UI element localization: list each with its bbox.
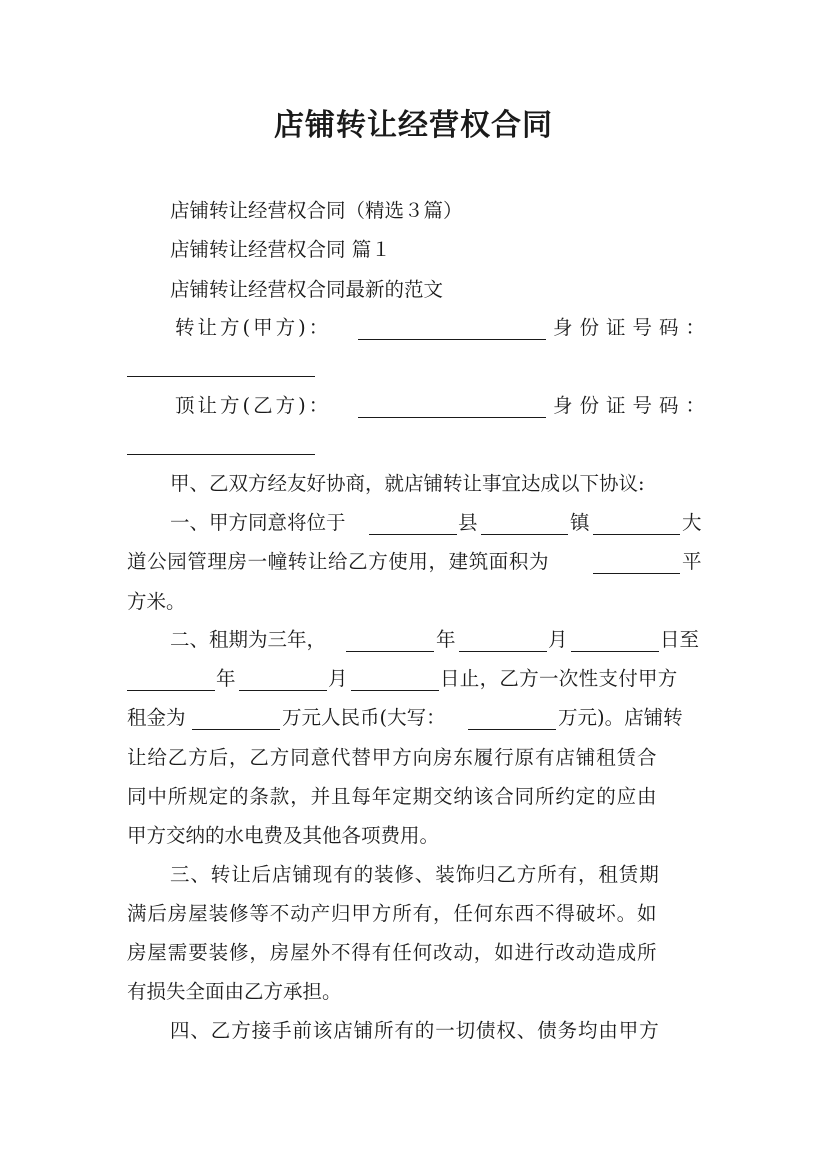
clause1-line2: 道公园管理房一幢转让给乙方使用，建筑面积为 (127, 550, 550, 573)
clause1-county: 县 (458, 511, 478, 534)
clause2-line4: 让给乙方后，乙方同意代替甲方向房东履行原有店铺租赁合 (127, 746, 658, 769)
clause4-line1: 四、乙方接手前该店铺所有的一切债权、债务均由甲方 (170, 1019, 660, 1042)
clause2-end-year: 年 (216, 667, 236, 690)
subtitle-part: 店铺转让经营权合同 篇１ (170, 238, 391, 261)
clause2-rent-mid: 万元人民币(大写： (282, 706, 446, 729)
clause2-end-year-blank (127, 672, 215, 691)
clause2-rent-capital-blank (468, 711, 556, 730)
clause1-town-blank (593, 516, 680, 535)
agreement-intro: 甲、乙双方经友好协商，就店铺转让事宜达成以下协议: (170, 472, 645, 495)
clause1-county-blank (481, 516, 568, 535)
clause2-end-month-blank (239, 672, 327, 691)
transferor-id-blank (127, 358, 315, 377)
clause2-month: 月 (548, 628, 568, 651)
clause2-line6: 甲方交纳的水电费及其他各项费用。 (127, 824, 440, 847)
clause1-town: 镇 (570, 511, 590, 534)
clause2-rent-suffix: 万元)。店铺转 (558, 706, 683, 729)
clause3-line3: 房屋需要装修，房屋外不得有任何改动，如进行改动造成所 (127, 941, 658, 964)
clause1-line3: 方米。 (127, 590, 186, 613)
clause3-line2: 满后房屋装修等不动产归甲方所有，任何东西不得破坏。如 (127, 902, 658, 925)
clause3-line1: 三、转让后店铺现有的装修、装饰归乙方所有，租赁期 (170, 863, 660, 886)
clause2-day-stop: 日止，乙方一次性支付甲方 (440, 667, 678, 690)
clause1-location-blank (369, 516, 457, 535)
subtitle-latest: 店铺转让经营权合同最新的范文 (170, 278, 444, 301)
transferor-label: 转让方(甲方)： (175, 316, 332, 339)
clause2-start-month-blank (459, 633, 547, 652)
clause2-start-year-blank (346, 633, 434, 652)
clause2-line5: 同中所规定的条款，并且每年定期交纳该合同所约定的应由 (127, 785, 658, 808)
clause1-area-blank (593, 555, 680, 574)
document-title: 店铺转让经营权合同 (274, 108, 553, 143)
transferee-id-label: 身份证号码： (553, 394, 713, 417)
clause2-start-day-blank (571, 633, 659, 652)
transferee-name-blank (358, 399, 546, 418)
transferor-id-label: 身份证号码： (553, 316, 713, 339)
clause2-prefix: 二、租期为三年， (170, 628, 327, 651)
clause2-rent-blank (192, 711, 280, 730)
clause2-day-to: 日至 (660, 628, 700, 651)
clause1-prefix: 一、甲方同意将位于 (170, 511, 346, 534)
clause1-road: 大 (682, 511, 702, 534)
transferor-name-blank (358, 321, 546, 340)
clause2-rent-prefix: 租金为 (127, 706, 186, 729)
clause2-end-month: 月 (328, 667, 348, 690)
subtitle-collection: 店铺转让经营权合同（精选３篇） (170, 199, 463, 222)
transferee-id-blank (127, 436, 315, 455)
clause1-unit: 平 (682, 550, 702, 573)
clause3-line4: 有损失全面由乙方承担。 (127, 980, 342, 1003)
clause2-end-day-blank (351, 672, 439, 691)
clause2-year: 年 (436, 628, 456, 651)
transferee-label: 顶让方(乙方)： (175, 394, 332, 417)
